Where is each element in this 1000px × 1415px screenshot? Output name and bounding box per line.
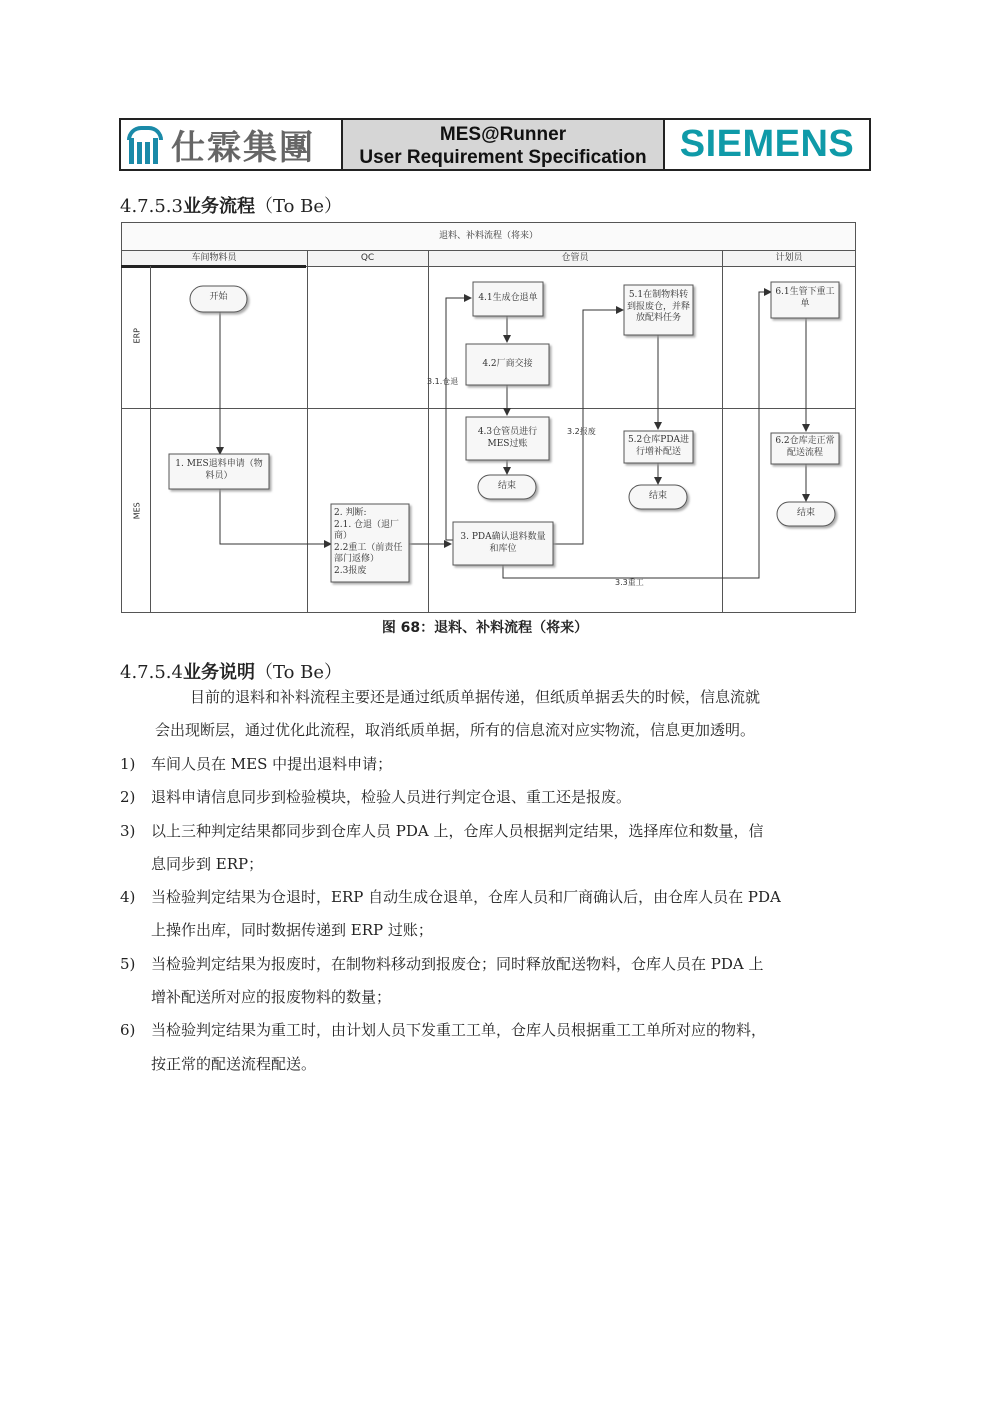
section-suffix: （To Be） — [254, 196, 343, 217]
document-type: User Requirement Specification — [359, 147, 647, 168]
list-item-text: 上操作出库，同时数据传递到 ERP 过账； — [151, 921, 433, 939]
list-item-text: 退料申请信息同步到检验模块，检验人员进行判定仓退、重工还是报废。 — [151, 788, 632, 806]
list-item-text: 以上三种判定结果都同步到仓库人员 PDA 上，仓库人员根据判定结果，选择库位和数量，信 — [151, 822, 764, 840]
node-normal-delivery: 6.2仓库走正常配送流程 — [775, 436, 835, 458]
row-label-erp: ERP — [132, 328, 142, 344]
flow-diagram — [121, 222, 856, 613]
node-vendor-handover: 4.2厂商交接 — [482, 359, 533, 369]
list-item-text: 车间人员在 MES 中提出退料申请； — [151, 755, 393, 773]
lane-label-planner: 计划员 — [775, 253, 803, 263]
section-heading-4-7-5-3 — [120, 192, 342, 218]
node-end-2: 结束 — [648, 491, 667, 501]
node-mes-return-request: 1. MES退料申请（物料员） — [175, 459, 263, 481]
list-item-number: 1) — [120, 755, 136, 773]
company-logo — [121, 120, 343, 169]
list-item-text: 当检验判定结果为仓退时，ERP 自动生成仓退单，仓库人员和厂商确认后，由仓库人员在 PDA — [151, 888, 781, 906]
product-name: MES@Runner — [439, 124, 567, 145]
list-item-text: 当检验判定结果为重工时，由计划人员下发重工工单，仓库人员根据重工工单所对应的物料， — [151, 1021, 767, 1039]
list-item-text: 增补配送所对应的报废物料的数量； — [151, 988, 392, 1006]
node-scrap-transfer: 5.1在制物料转到报废仓，并释放配料任务 — [626, 290, 690, 323]
node-rework-order: 6.1生管下重工单 — [775, 287, 835, 309]
section-title: 业务流程 — [182, 196, 255, 217]
section-title: 业务说明 — [182, 662, 255, 683]
list-item-number: 5) — [120, 955, 136, 973]
document-title — [343, 120, 665, 169]
edge-label-rework: 3.3重工 — [615, 578, 644, 587]
node-mes-posting: 4.3仓管员进行MES过账 — [477, 427, 538, 449]
section-suffix: （To Be） — [254, 662, 343, 683]
list-item-text: 按正常的配送流程配送。 — [151, 1055, 317, 1073]
company-logo-text: 仕霖集團 — [171, 128, 315, 168]
edge-label-scrap: 3.2报废 — [567, 427, 596, 436]
edge-label-warehouse-return: 3.1.仓退 — [427, 377, 459, 386]
intro-line-2: 会出现断层，通过优化此流程，取消纸质单据，所有的信息流对应实物流，信息更加透明。 — [155, 721, 756, 739]
node-generate-return-order: 4.1生成仓退单 — [478, 293, 538, 303]
lane-label-qc: QC — [360, 253, 375, 263]
section-number: 4.7.5.4 — [120, 662, 183, 683]
list-item-number: 3) — [120, 822, 136, 840]
lane-label-warehouse: 仓管员 — [561, 253, 589, 263]
node-pda-replenish: 5.2仓库PDA进行增补配送 — [627, 435, 690, 457]
node-pda-confirm: 3. PDA确认退料数量和库位 — [460, 532, 546, 554]
section-number: 4.7.5.3 — [120, 196, 183, 217]
company-logo-icon — [127, 126, 163, 164]
list-item-text: 息同步到 ERP； — [151, 855, 264, 873]
intro-line-1: 目前的退料和补料流程主要还是通过纸质单据传递，但纸质单据丢失的时候，信息流就 — [190, 688, 761, 706]
document-header-banner — [119, 118, 871, 171]
node-start: 开始 — [209, 292, 228, 302]
list-item-number: 4) — [120, 888, 136, 906]
diagram-title: 退料、补料流程（将来） — [438, 231, 538, 241]
figure-caption: 图 68：退料、补料流程（将来） — [381, 620, 589, 636]
siemens-logo: SIEMENS — [679, 123, 855, 165]
node-end-3: 结束 — [796, 508, 815, 518]
list-item-number: 6) — [120, 1021, 136, 1039]
node-end-1: 结束 — [497, 481, 516, 491]
list-item-text: 当检验判定结果为报废时，在制物料移动到报废仓；同时释放配送物料，仓库人员在 PDA 上 — [151, 955, 764, 973]
list-item-number: 2) — [120, 788, 136, 806]
node-judgement: 2. 判断: 2.1. 仓退（退厂商） 2.2重工（前责任部门返修） 2.3报废 — [334, 508, 403, 576]
lane-label-workshop: 车间物料员 — [191, 253, 237, 263]
row-label-mes: MES — [132, 502, 142, 520]
